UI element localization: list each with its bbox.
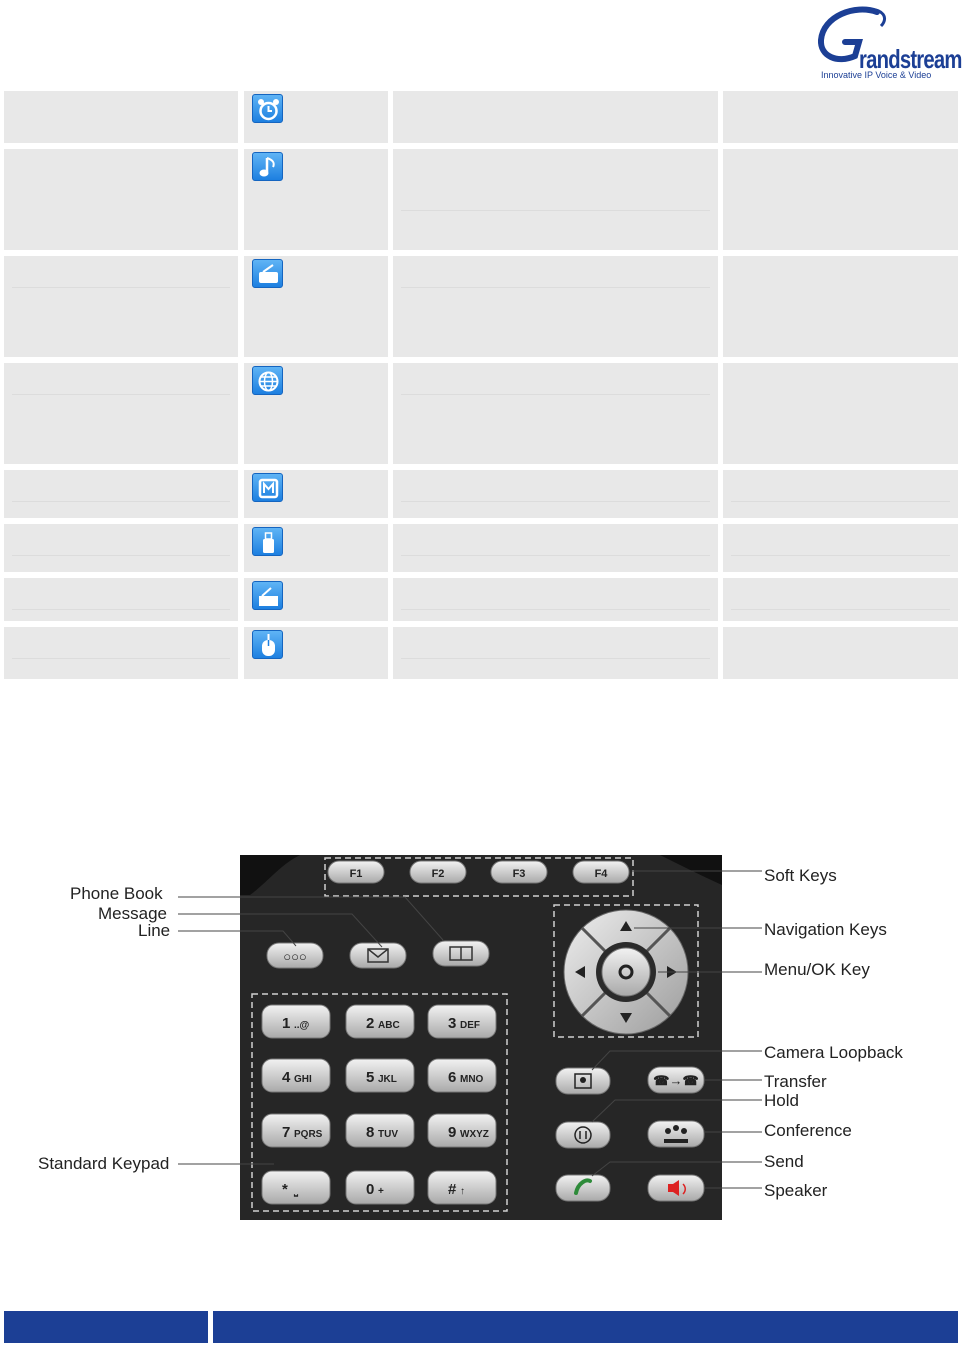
svg-text:+: + <box>378 1186 384 1197</box>
svg-text:☎→☎: ☎→☎ <box>653 1073 699 1088</box>
callout-soft-keys: Soft Keys <box>764 866 837 885</box>
callout-menu-ok-key: Menu/OK Key <box>764 960 870 979</box>
svg-text:⎵: ⎵ <box>294 1186 298 1197</box>
svg-text:5: 5 <box>366 1069 375 1086</box>
svg-text:F2: F2 <box>431 868 445 880</box>
svg-text:3: 3 <box>448 1015 457 1032</box>
svg-text:○○○: ○○○ <box>283 949 307 964</box>
svg-text:7: 7 <box>282 1124 291 1141</box>
logo-tagline: Innovative IP Voice & Video <box>821 70 932 80</box>
svg-text:F1: F1 <box>349 868 363 880</box>
svg-text:F3: F3 <box>512 868 526 880</box>
svg-text:DEF: DEF <box>460 1020 480 1031</box>
callout-conference: Conference <box>764 1121 852 1140</box>
svg-text:1: 1 <box>282 1015 291 1032</box>
callout-message: Message <box>98 904 167 923</box>
callout-line: Line <box>138 921 171 940</box>
logo-wordmark: randstream <box>859 44 962 74</box>
svg-text:0: 0 <box>366 1181 375 1198</box>
callout-navigation-keys: Navigation Keys <box>764 920 887 939</box>
svg-text:..@: ..@ <box>294 1020 310 1031</box>
callout-speaker: Speaker <box>764 1181 828 1200</box>
svg-text:6: 6 <box>448 1069 457 1086</box>
svg-text:JKL: JKL <box>378 1074 397 1085</box>
callout-phone-book: Phone Book <box>70 884 163 903</box>
svg-text:WXYZ: WXYZ <box>460 1129 489 1140</box>
svg-text:TUV: TUV <box>378 1129 398 1140</box>
svg-text:F4: F4 <box>594 868 608 880</box>
svg-text:8: 8 <box>366 1124 375 1141</box>
svg-text:↑: ↑ <box>460 1186 465 1197</box>
callout-hold: Hold <box>764 1091 799 1110</box>
svg-text:ABC: ABC <box>378 1020 400 1031</box>
callout-send: Send <box>764 1152 804 1171</box>
callout-standard-keypad: Standard Keypad <box>38 1154 170 1173</box>
footer-bar-right <box>213 1311 958 1343</box>
svg-text:#: # <box>448 1181 457 1198</box>
footer-bar-left <box>4 1311 208 1343</box>
svg-text:PQRS: PQRS <box>294 1129 323 1140</box>
svg-text:*: * <box>282 1181 288 1198</box>
svg-text:9: 9 <box>448 1124 457 1141</box>
callout-camera-loopback: Camera Loopback <box>764 1043 903 1062</box>
callout-transfer: Transfer <box>764 1072 827 1091</box>
svg-text:MNO: MNO <box>460 1074 484 1085</box>
svg-text:4: 4 <box>282 1069 291 1086</box>
svg-text:2: 2 <box>366 1015 375 1032</box>
svg-text:GHI: GHI <box>294 1074 312 1085</box>
